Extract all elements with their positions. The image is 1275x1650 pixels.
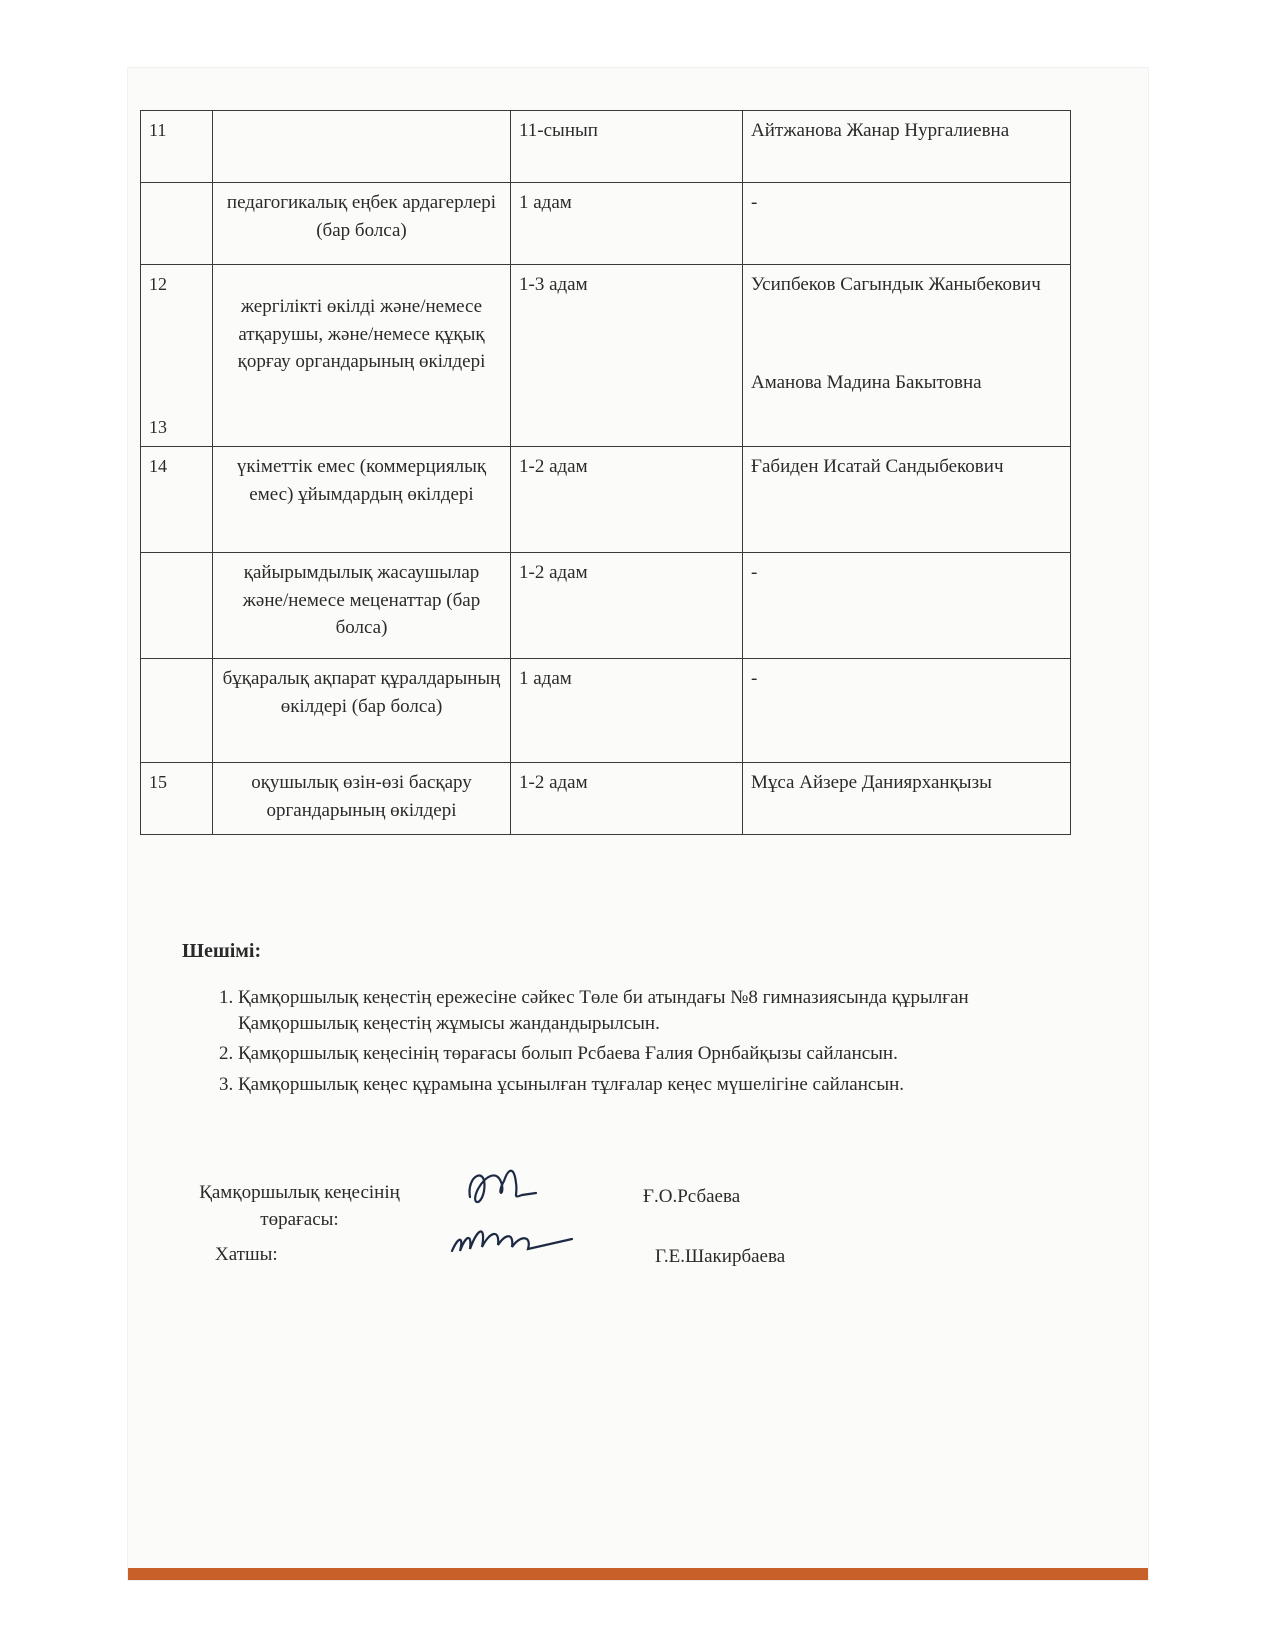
row-category: қайырымдылық жасаушылар және/немесе меценаттар (бар болса)	[213, 553, 511, 659]
row-member-name: Мұса Айзере Даниярханқызы	[743, 763, 1071, 835]
handwritten-signatures	[448, 1155, 608, 1265]
chair-role	[182, 1180, 417, 1233]
row-number-cell	[141, 265, 213, 447]
member-name: Усипбеков Сагындык Жаныбекович	[751, 274, 1041, 295]
row-count: 1-2 адам	[511, 447, 743, 553]
council-members-table	[140, 110, 1071, 835]
table-row	[141, 265, 1071, 447]
decision-list	[210, 985, 1018, 1102]
row-number	[141, 183, 213, 265]
row-number: 12	[149, 274, 167, 294]
table-row	[141, 111, 1071, 183]
row-category: педагогикалық еңбек ардагерлері (бар болса)	[213, 183, 511, 265]
chair-name: Ғ.О.Рсбаева	[643, 1186, 741, 1207]
row-member-name: -	[743, 659, 1071, 763]
decision-item: 1. Қамқоршылық кеңестің ережесіне сәйкес Төле би атындағы №8 гимназиясында құрылған Қамқоршылық кеңестің жұмысы жандандырылсын.	[238, 985, 1018, 1037]
row-count: 11-сынып	[511, 111, 743, 183]
row-member-name: Айтжанова Жанар Нургалиевна	[743, 111, 1071, 183]
row-category: жергілікті өкілді және/немесе атқарушы, және/немесе құқық қорғау органдарының өкілдері	[213, 265, 511, 447]
row-member-names	[743, 265, 1071, 447]
decision-item: 2. Қамқоршылық кеңесінің төрағасы болып Рсбаева Ғалия Орнбайқызы сайлансын.	[238, 1041, 1018, 1067]
row-number: 14	[141, 447, 213, 553]
row-category: үкіметтік емес (коммерциялық емес) ұйымдардың өкілдері	[213, 447, 511, 553]
row-member-name: -	[743, 183, 1071, 265]
table-row	[141, 553, 1071, 659]
row-number	[141, 659, 213, 763]
row-category: бұқаралық ақпарат құралдарының өкілдері (бар болса)	[213, 659, 511, 763]
row-number: 11	[141, 111, 213, 183]
row-count: 1 адам	[511, 183, 743, 265]
table-row	[141, 447, 1071, 553]
row-count: 1 адам	[511, 659, 743, 763]
paper-edge-strip	[128, 1568, 1148, 1580]
row-number	[141, 553, 213, 659]
table-row	[141, 659, 1071, 763]
row-member-name: Ғабиден Исатай Сандыбекович	[743, 447, 1071, 553]
decision-item: 3. Қамқоршылық кеңес құрамына ұсынылған тұлғалар кеңес мүшелігіне сайлансын.	[238, 1072, 1018, 1098]
row-category	[213, 111, 511, 183]
chair-role-line2: төрағасы:	[260, 1208, 339, 1230]
table-row	[141, 763, 1071, 835]
chair-role-line1: Қамқоршылық кеңесінің	[199, 1182, 400, 1203]
row-member-name: -	[743, 553, 1071, 659]
row-number-secondary: 13	[149, 416, 167, 437]
chair-signature-mark	[470, 1171, 536, 1202]
row-count: 1-3 адам	[511, 265, 743, 447]
row-category: оқушылық өзін-өзі басқару органдарының өкілдері	[213, 763, 511, 835]
decision-title: Шешімі:	[182, 940, 262, 962]
secretary-signature-mark	[452, 1231, 572, 1251]
spacer	[751, 299, 1062, 369]
secretary-role: Хатшы:	[215, 1244, 278, 1265]
row-count: 1-2 адам	[511, 553, 743, 659]
row-count: 1-2 адам	[511, 763, 743, 835]
secretary-name: Г.Е.Шакирбаева	[655, 1246, 786, 1267]
member-name: Аманова Мадина Бакытовна	[751, 371, 982, 393]
row-number: 15	[141, 763, 213, 835]
table-row	[141, 183, 1071, 265]
